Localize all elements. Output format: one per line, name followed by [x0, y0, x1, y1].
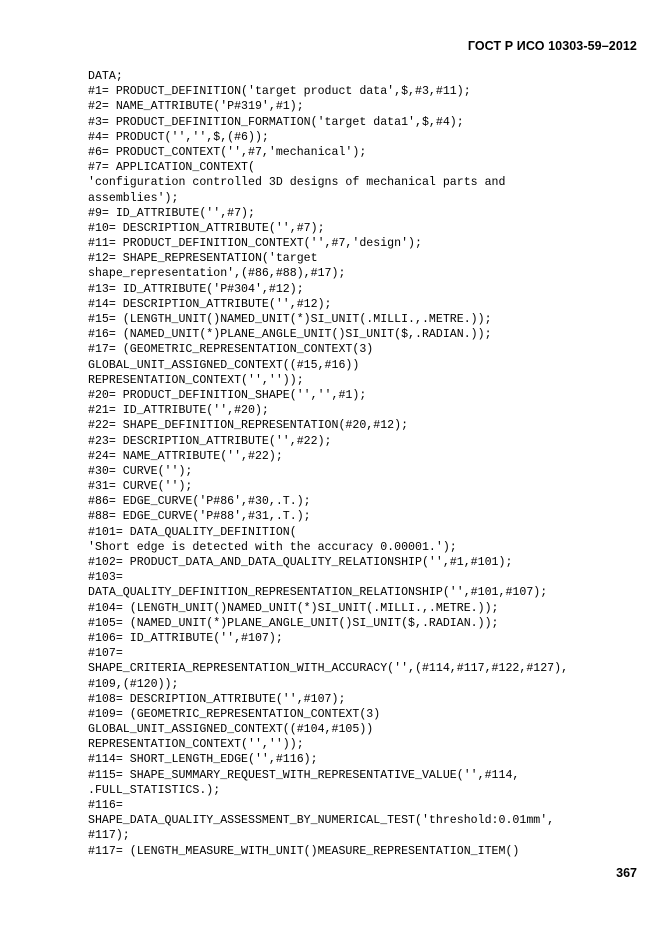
- code-line: #4= PRODUCT('','',$,(#6));: [88, 130, 269, 144]
- code-line: REPRESENTATION_CONTEXT('',''));: [88, 738, 304, 752]
- code-line: #1= PRODUCT_DEFINITION('target product data',$,#3,#11);: [88, 85, 471, 99]
- code-line: #114= SHORT_LENGTH_EDGE('',#116);: [88, 753, 318, 767]
- step-code-listing: [88, 69, 648, 859]
- code-line: #86= EDGE_CURVE('P#86',#30,.T.);: [88, 495, 311, 509]
- code-line: #16= (NAMED_UNIT(*)PLANE_ANGLE_UNIT()SI_UNIT($,.RADIAN.));: [88, 328, 492, 342]
- code-line: .FULL_STATISTICS.);: [88, 783, 221, 797]
- code-line: DATA;: [88, 70, 123, 83]
- code-line: GLOBAL_UNIT_ASSIGNED_CONTEXT((#104,#105)): [88, 723, 374, 737]
- code-line: #109= (GEOMETRIC_REPRESENTATION_CONTEXT(3): [88, 707, 381, 721]
- code-line: #2= NAME_ATTRIBUTE('P#319',#1);: [88, 100, 304, 114]
- code-line: #30= CURVE('');: [88, 464, 193, 478]
- code-line: SHAPE_DATA_QUALITY_ASSESSMENT_BY_NUMERICAL_TEST('threshold:0.01mm',: [88, 814, 555, 828]
- code-line: #10= DESCRIPTION_ATTRIBUTE('',#7);: [88, 221, 325, 235]
- code-line: #14= DESCRIPTION_ATTRIBUTE('',#12);: [88, 297, 332, 311]
- code-line: #20= PRODUCT_DEFINITION_SHAPE('','',#1);: [88, 388, 367, 402]
- code-line: #104= (LENGTH_UNIT()NAMED_UNIT(*)SI_UNIT(.MILLI.,.METRE.));: [88, 601, 499, 615]
- code-line: #103=: [88, 571, 123, 585]
- code-line: SHAPE_CRITERIA_REPRESENTATION_WITH_ACCURACY('',(#114,#117,#122,#127),: [88, 662, 569, 676]
- code-line: REPRESENTATION_CONTEXT('',''));: [88, 373, 304, 387]
- code-line: #6= PRODUCT_CONTEXT('',#7,'mechanical');: [88, 145, 367, 159]
- code-line: 'Short edge is detected with the accuracy 0.00001.');: [88, 540, 457, 554]
- code-line: #115= SHAPE_SUMMARY_REQUEST_WITH_REPRESENTATIVE_VALUE('',#114,: [88, 768, 520, 782]
- code-line: #108= DESCRIPTION_ATTRIBUTE('',#107);: [88, 692, 346, 706]
- code-line: #15= (LENGTH_UNIT()NAMED_UNIT(*)SI_UNIT(.MILLI.,.METRE.));: [88, 313, 492, 326]
- code-line: #105= (NAMED_UNIT(*)PLANE_ANGLE_UNIT()SI_UNIT($,.RADIAN.));: [88, 616, 499, 630]
- code-line: #3= PRODUCT_DEFINITION_FORMATION('target data1',$,#4);: [88, 115, 464, 129]
- code-line: #13= ID_ATTRIBUTE('P#304',#12);: [88, 282, 304, 296]
- document-header: ГОСТ Р ИСО 10303-59–2012: [467, 39, 637, 53]
- code-line: #9= ID_ATTRIBUTE('',#7);: [88, 206, 255, 220]
- code-line: #11= PRODUCT_DEFINITION_CONTEXT('',#7,'design');: [88, 237, 422, 251]
- code-line: #116=: [88, 799, 123, 812]
- code-line: #88= EDGE_CURVE('P#88',#31,.T.);: [88, 510, 311, 524]
- code-line: #117= (LENGTH_MEASURE_WITH_UNIT()MEASURE_REPRESENTATION_ITEM(): [88, 844, 520, 858]
- code-line: #102= PRODUCT_DATA_AND_DATA_QUALITY_RELATIONSHIP('',#1,#101);: [88, 556, 513, 569]
- code-line: assemblies');: [88, 191, 179, 205]
- code-line: #21= ID_ATTRIBUTE('',#20);: [88, 404, 269, 418]
- code-line: DATA_QUALITY_DEFINITION_REPRESENTATION_RELATIONSHIP('',#101,#107);: [88, 586, 548, 600]
- code-line: shape_representation',(#86,#88),#17);: [88, 267, 346, 281]
- code-line: #107=: [88, 647, 123, 661]
- code-line: #101= DATA_QUALITY_DEFINITION(: [88, 525, 297, 539]
- code-line: #7= APPLICATION_CONTEXT(: [88, 161, 255, 175]
- code-line: #24= NAME_ATTRIBUTE('',#22);: [88, 449, 283, 463]
- code-line: #106= ID_ATTRIBUTE('',#107);: [88, 631, 283, 645]
- code-line: #12= SHAPE_REPRESENTATION('target: [88, 252, 318, 266]
- code-line: #117);: [88, 829, 130, 843]
- code-line: GLOBAL_UNIT_ASSIGNED_CONTEXT((#15,#16)): [88, 358, 360, 372]
- code-line: #109,(#120));: [88, 677, 179, 691]
- code-line: #31= CURVE('');: [88, 480, 193, 494]
- code-line: #22= SHAPE_DEFINITION_REPRESENTATION(#20,#12);: [88, 419, 409, 433]
- page-number: 367: [616, 866, 637, 880]
- code-line: #23= DESCRIPTION_ATTRIBUTE('',#22);: [88, 434, 332, 448]
- code-line: 'configuration controlled 3D designs of mechanical parts and: [88, 176, 506, 190]
- code-line: #17= (GEOMETRIC_REPRESENTATION_CONTEXT(3): [88, 343, 374, 357]
